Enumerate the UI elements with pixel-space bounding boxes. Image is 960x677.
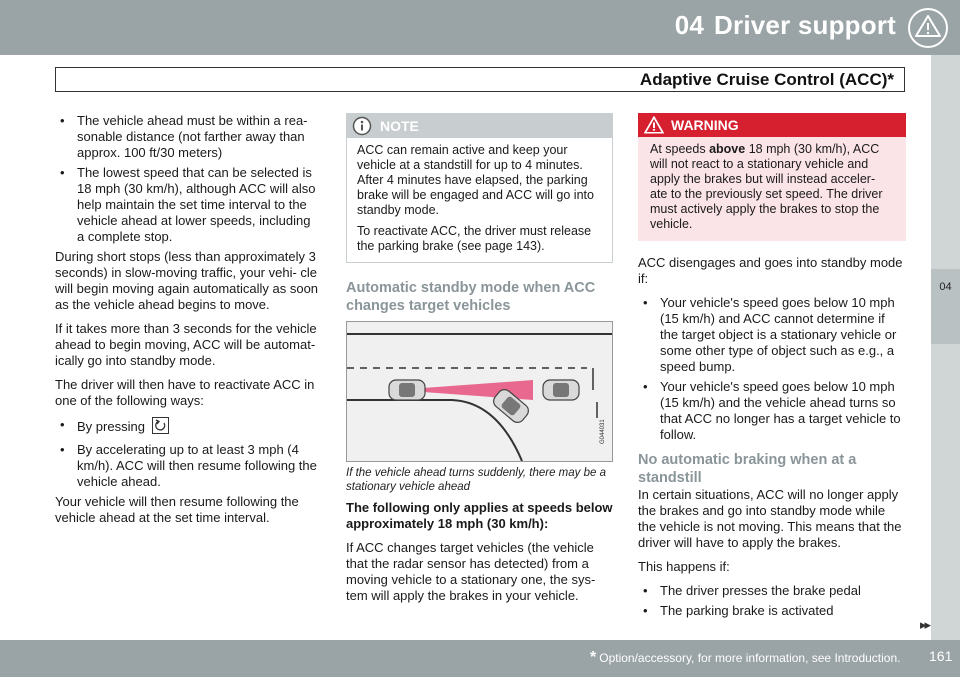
paragraph: The driver will then have to reactivate ACC in one of the following ways:: [55, 377, 315, 408]
info-icon: [352, 116, 374, 140]
list-item: • The vehicle ahead must be within a rea- sonable distance (not farther away than approx. 100 ft/30 meters): [55, 113, 320, 161]
paragraph: ACC disengages and goes into standby mode if:: [638, 255, 903, 286]
host-car: [389, 380, 425, 400]
chapter-title: [675, 10, 896, 41]
warning-header: [638, 113, 906, 137]
list-item: • Your vehicle's speed goes below 10 mph (15 km/h) and the vehicle ahead turns so that ACC no longer has a target vehicle to follow.: [638, 379, 906, 443]
subheading: No automatic braking when at a standstill: [638, 452, 857, 486]
list-item: • By accelerating up to at least 3 mph (4 km/h). ACC will then resume following the vehicle ahead.: [55, 442, 320, 490]
footnote-text: Option/accessory, for more information, see Introduction.: [599, 651, 901, 665]
warning-box: [638, 113, 906, 241]
list-item: • The driver presses the brake pedal: [638, 583, 906, 599]
paragraph: If it takes more than 3 seconds for the vehicle ahead to begin moving, ACC will be automat- ically go into standby mode.: [55, 321, 317, 368]
section-title-box: [55, 67, 905, 92]
footnote: [590, 649, 900, 667]
column-middle: [346, 113, 613, 612]
next-page-arrows-icon: ▸▸: [920, 617, 930, 632]
note-label: NOTE: [380, 118, 419, 134]
paragraph: Your vehicle will then resume following the vehicle ahead at the set time interval.: [55, 494, 299, 525]
side-tab-label: 04: [939, 281, 952, 293]
chapter-header-bar: [0, 0, 960, 55]
note-body: [347, 138, 612, 262]
warning-text-emphasis: above: [709, 142, 746, 156]
section-title: Adaptive Cruise Control (ACC)*: [639, 70, 894, 89]
chapter-name: Driver support: [714, 10, 896, 40]
acc-target-change-illustration: [346, 321, 613, 462]
note-paragraph: To reactivate ACC, the driver must release the parking brake (see page 143).: [357, 224, 592, 253]
stationary-car: [543, 380, 579, 400]
note-paragraph: ACC can remain active and keep your vehicle at a standstill for up to 4 minutes. After 4 minutes have elapsed, the parking brake will be engaged and ACC will go into standby mode.: [357, 143, 594, 217]
list-item: • The lowest speed that can be selected is 18 mph (30 km/h), although ACC will also help maintain the set time interval to the vehicle ahead at lower speeds, including a complete stop.: [55, 165, 320, 245]
chapter-side-tab: [931, 269, 960, 344]
warning-text-end: 18 mph (30 km/h), ACC will not react to a stationary vehicle and apply the brakes but will instead acceler- ate to the previously set speed. The driver must actively apply the brakes to stop the vehicle.: [650, 142, 883, 231]
page-number: 161: [929, 648, 953, 664]
paragraph: During short stops (less than approximately 3 seconds) in slow-moving traffic, your vehi- cle will begin moving again automatically as soon as the vehicle ahead begins to move.: [55, 249, 319, 312]
chapter-number: 04: [674, 10, 705, 40]
subheading: Automatic standby mode when ACC changes target vehicles: [346, 280, 596, 314]
resume-button-icon: [152, 417, 169, 438]
list-item: • Your vehicle's speed goes below 10 mph (15 km/h) and ACC cannot determine if the target object is a stationary vehicle or some other type of object such as e.g., a speed bump.: [638, 295, 906, 375]
warning-icon: [643, 115, 665, 139]
paragraph: This happens if:: [638, 559, 730, 574]
figure-caption: If the vehicle ahead turns suddenly, there may be a stationary vehicle ahead: [346, 467, 606, 493]
warning-triangle-icon: [903, 4, 953, 52]
list-item: • The parking brake is activated: [638, 603, 906, 619]
bold-paragraph: The following only applies at speeds below approximately 18 mph (30 km/h):: [346, 500, 613, 531]
column-right: [638, 113, 906, 623]
note-header: [347, 114, 612, 138]
warning-body: [638, 137, 906, 241]
list-item: [55, 417, 320, 438]
press-text: By pressing: [77, 418, 145, 434]
warning-label: WARNING: [671, 117, 739, 133]
figure-code: G044031: [600, 419, 606, 444]
paragraph: If ACC changes target vehicles (the vehicle that the radar sensor has detected) from a moving vehicle to a stationary one, the sys- tem will apply the brakes in your vehicle.: [346, 540, 596, 603]
paragraph: In certain situations, ACC will no longer apply the brakes and go into standby mode while the vehicle is not moving. This means that the driver will have to apply the brakes.: [638, 487, 902, 550]
side-margin-strip-lower: [931, 344, 960, 640]
column-left: [55, 113, 320, 534]
footnote-star: *: [590, 649, 597, 666]
note-box: [346, 113, 613, 263]
warning-text-start: At speeds: [650, 142, 710, 156]
side-margin-strip: [931, 55, 960, 269]
